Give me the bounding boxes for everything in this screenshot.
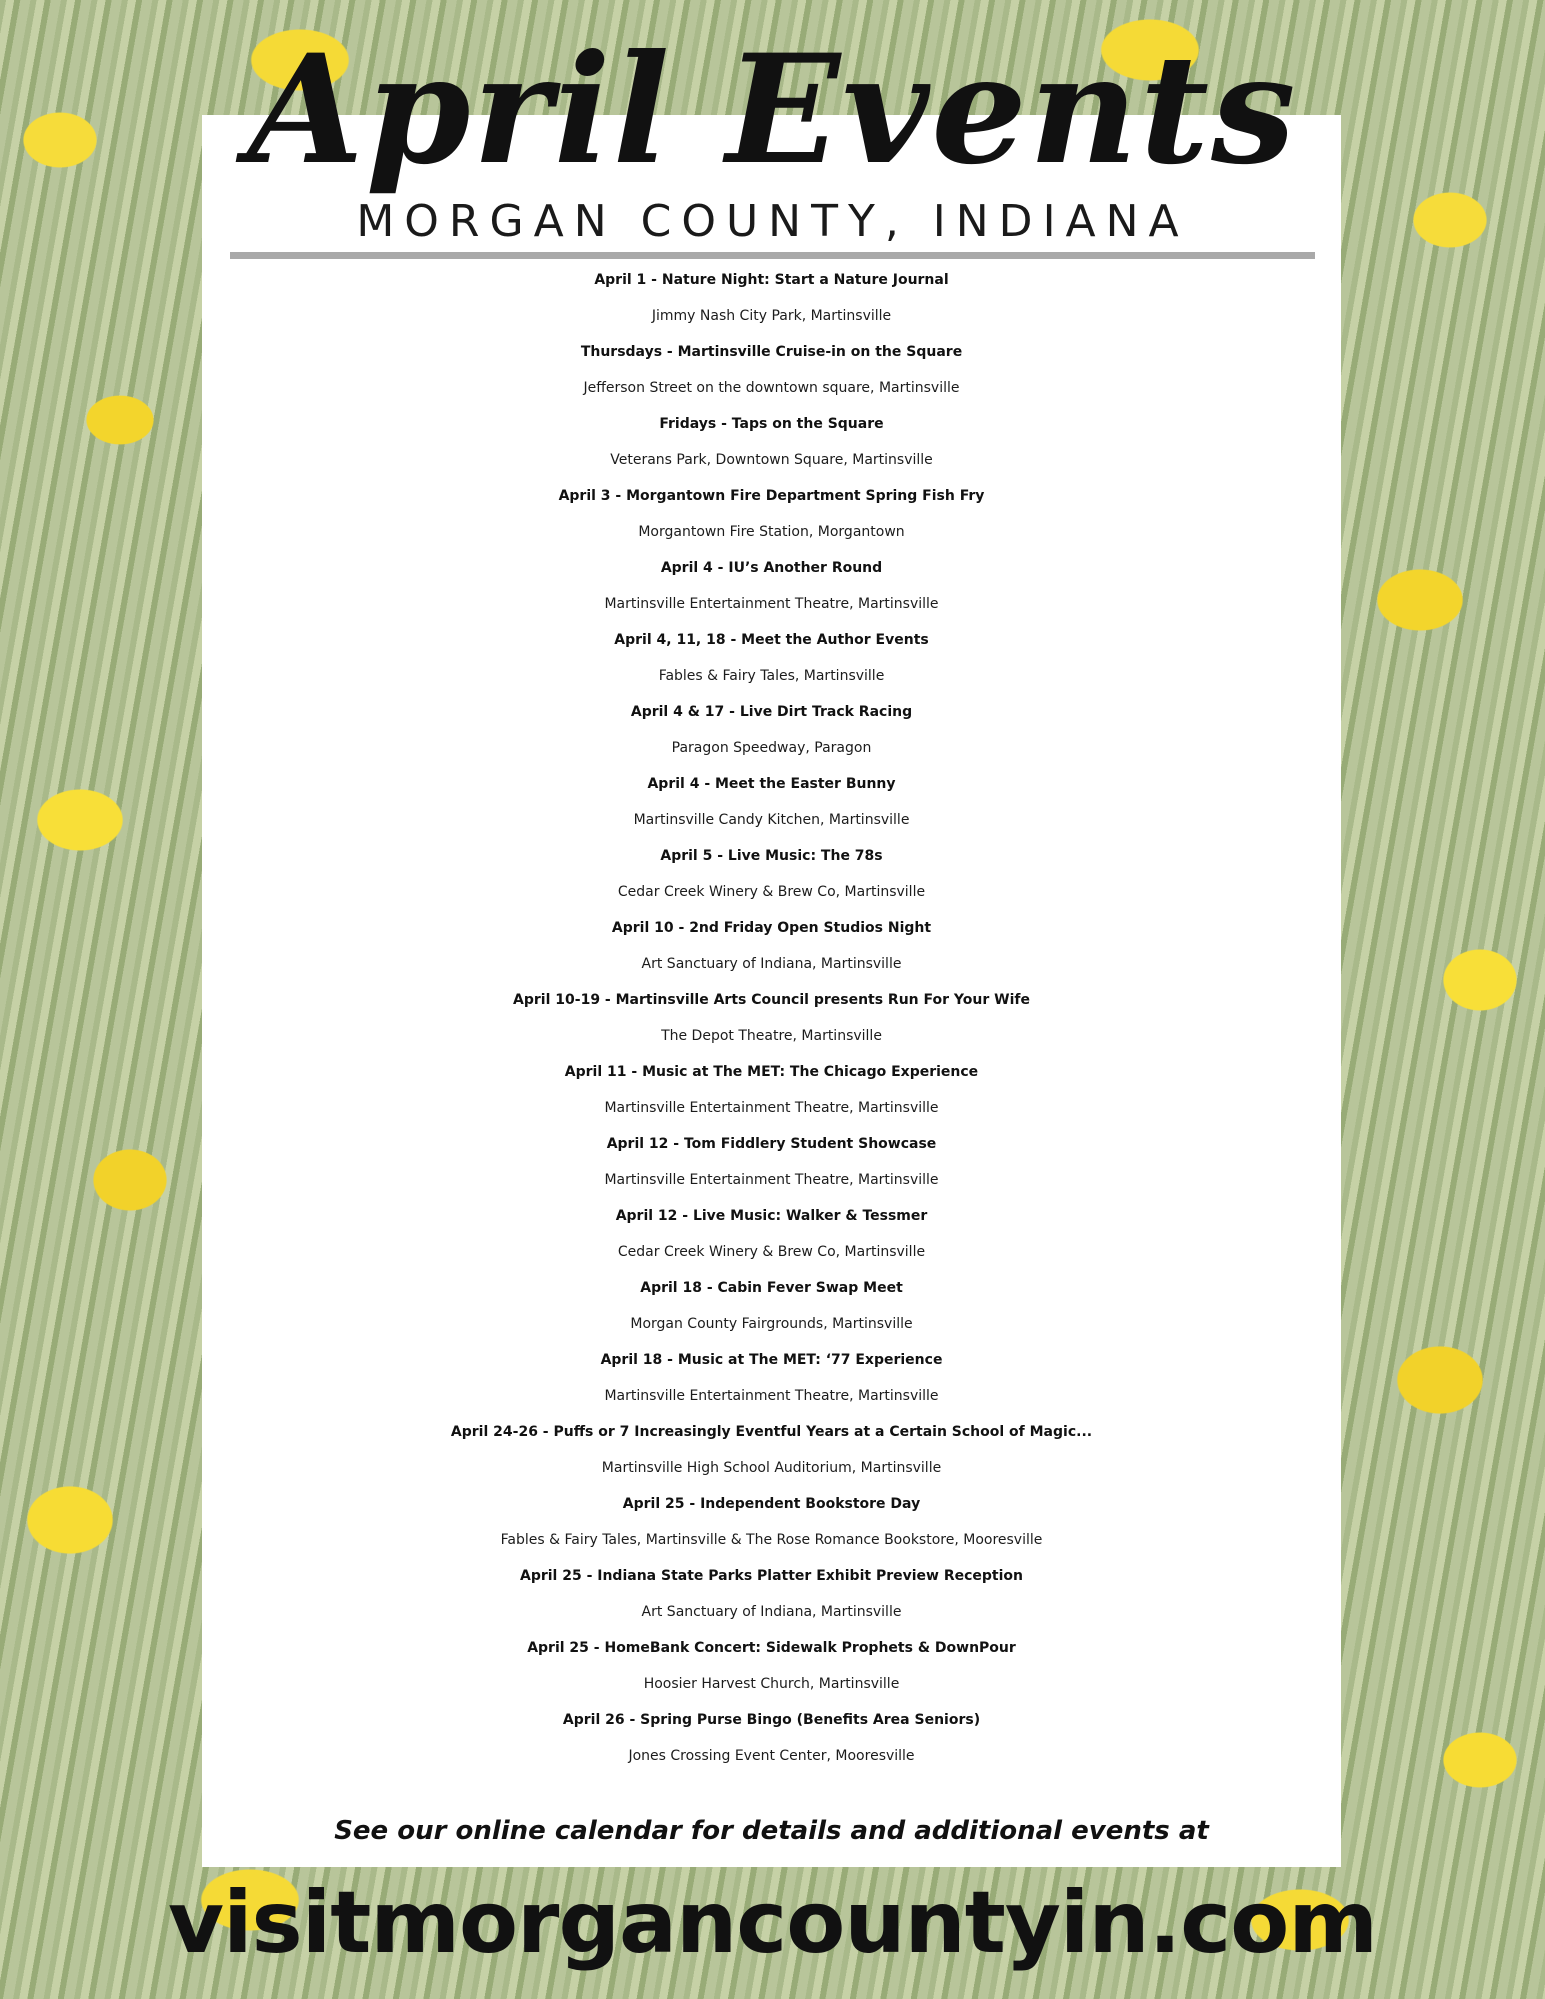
event-venue: Cedar Creek Winery & Brew Co, Martinsville xyxy=(617,884,926,900)
list-item xyxy=(202,622,1341,694)
event-title: April 11 - Music at The MET: The Chicago Experience xyxy=(564,1064,979,1080)
list-item xyxy=(202,910,1341,982)
event-venue: Jefferson Street on the downtown square, Martinsville xyxy=(583,380,960,396)
event-venue: Art Sanctuary of Indiana, Martinsville xyxy=(641,956,902,972)
list-item xyxy=(202,1630,1341,1702)
event-venue: Martinsville Entertainment Theatre, Martinsville xyxy=(604,1100,939,1116)
page-title: April Events xyxy=(247,22,1298,198)
list-item xyxy=(202,766,1341,838)
list-item xyxy=(202,982,1341,1054)
event-venue: Morgan County Fairgrounds, Martinsville xyxy=(630,1316,913,1332)
event-title: April 10-19 - Martinsville Arts Council presents Run For Your Wife xyxy=(513,992,1030,1008)
event-venue: Morgantown Fire Station, Morgantown xyxy=(638,524,905,540)
list-item xyxy=(202,694,1341,766)
event-title: April 25 - Indiana State Parks Platter Exhibit Preview Reception xyxy=(519,1568,1023,1584)
list-item xyxy=(202,406,1341,478)
event-title: April 12 - Live Music: Walker & Tessmer xyxy=(615,1208,928,1224)
event-title: April 4 & 17 - Live Dirt Track Racing xyxy=(630,704,913,720)
event-title: April 18 - Cabin Fever Swap Meet xyxy=(640,1280,903,1296)
event-venue: Fables & Fairy Tales, Martinsville & The Rose Romance Bookstore, Mooresville xyxy=(500,1532,1043,1548)
event-venue: Martinsville Entertainment Theatre, Martinsville xyxy=(604,596,939,612)
event-title: April 26 - Spring Purse Bingo (Benefits Area Seniors) xyxy=(562,1712,981,1728)
list-item xyxy=(202,550,1341,622)
event-title: April 25 - Independent Bookstore Day xyxy=(622,1496,921,1512)
list-item xyxy=(202,1342,1341,1414)
list-item xyxy=(202,262,1341,334)
event-title: April 18 - Music at The MET: ‘77 Experience xyxy=(600,1352,943,1368)
event-venue: Jimmy Nash City Park, Martinsville xyxy=(651,308,892,324)
event-venue: Art Sanctuary of Indiana, Martinsville xyxy=(641,1604,902,1620)
list-item xyxy=(202,1054,1341,1126)
event-title: April 1 - Nature Night: Start a Nature Journal xyxy=(594,272,949,288)
event-venue: Martinsville High School Auditorium, Martinsville xyxy=(601,1460,942,1476)
list-item xyxy=(202,1126,1341,1198)
event-title: April 5 - Live Music: The 78s xyxy=(660,848,883,864)
list-item xyxy=(202,478,1341,550)
footer-note: See our online calendar for details and additional events at xyxy=(334,1816,1209,1846)
event-title: April 12 - Tom Fiddlery Student Showcase xyxy=(606,1136,937,1152)
event-venue: Martinsville Candy Kitchen, Martinsville xyxy=(633,812,910,828)
event-venue: Hoosier Harvest Church, Martinsville xyxy=(643,1676,900,1692)
event-title: April 10 - 2nd Friday Open Studios Night xyxy=(611,920,932,936)
list-item xyxy=(202,1558,1341,1630)
page-subtitle: MORGAN COUNTY, INDIANA xyxy=(356,196,1189,247)
event-venue: Martinsville Entertainment Theatre, Martinsville xyxy=(604,1172,939,1188)
event-title: April 3 - Morgantown Fire Department Spring Fish Fry xyxy=(558,488,985,504)
event-venue: Martinsville Entertainment Theatre, Martinsville xyxy=(604,1388,939,1404)
event-venue: Cedar Creek Winery & Brew Co, Martinsville xyxy=(617,1244,926,1260)
event-title: Thursdays - Martinsville Cruise-in on the Square xyxy=(580,344,963,360)
event-venue: The Depot Theatre, Martinsville xyxy=(661,1028,882,1044)
event-venue: Paragon Speedway, Paragon xyxy=(671,740,872,756)
list-item xyxy=(202,334,1341,406)
event-title: April 4 - IU’s Another Round xyxy=(660,560,883,576)
event-title: April 24-26 - Puffs or 7 Increasingly Eventful Years at a Certain School of Magic... xyxy=(450,1424,1093,1440)
event-venue: Jones Crossing Event Center, Mooresville xyxy=(628,1748,915,1764)
list-item xyxy=(202,1198,1341,1270)
event-title: Fridays - Taps on the Square xyxy=(659,416,884,432)
event-venue: Veterans Park, Downtown Square, Martinsville xyxy=(610,452,933,468)
list-item xyxy=(202,1486,1341,1558)
event-title: April 25 - HomeBank Concert: Sidewalk Prophets & DownPour xyxy=(527,1640,1016,1656)
event-list xyxy=(202,262,1341,1774)
event-title: April 4, 11, 18 - Meet the Author Events xyxy=(614,632,929,648)
list-item xyxy=(202,1270,1341,1342)
website-url[interactable]: visitmorgancountyin.com xyxy=(168,1873,1377,1973)
event-title: April 4 - Meet the Easter Bunny xyxy=(647,776,896,792)
list-item xyxy=(202,1702,1341,1774)
list-item xyxy=(202,838,1341,910)
list-item xyxy=(202,1414,1341,1486)
event-venue: Fables & Fairy Tales, Martinsville xyxy=(658,668,885,684)
divider xyxy=(230,252,1315,259)
